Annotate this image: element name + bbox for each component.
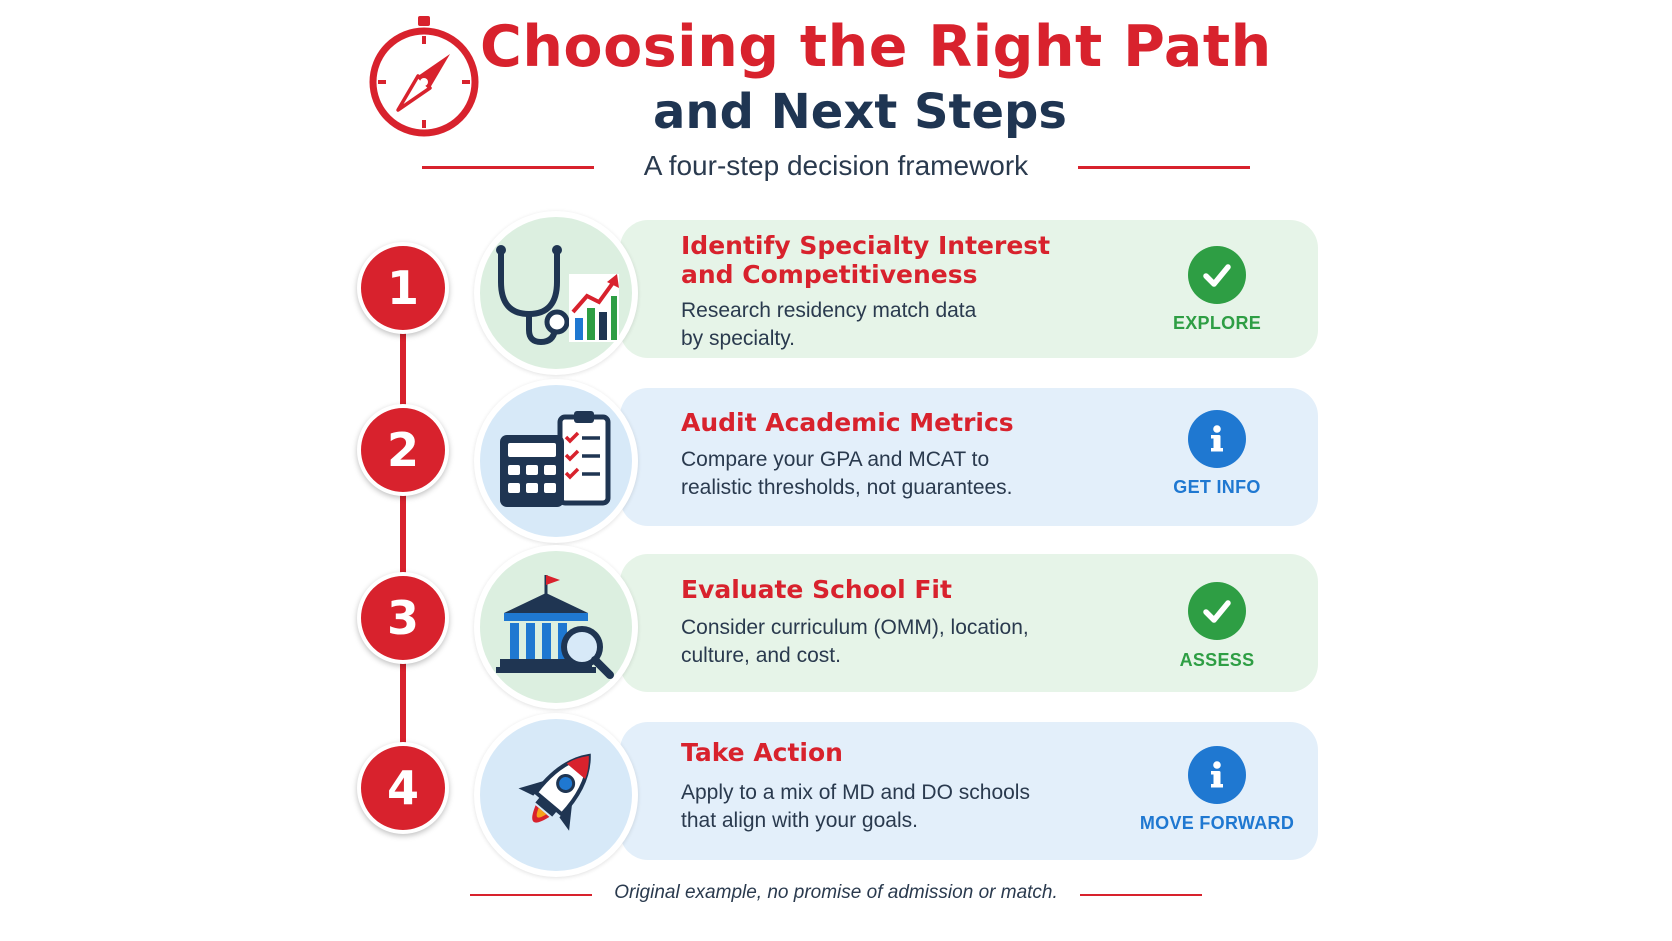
step-4-status-badge: MOVE FORWARD — [1139, 813, 1295, 833]
info-icon — [1188, 410, 1246, 468]
step-4-description-second-line: that align with your goals. — [681, 809, 918, 832]
rocket-icon — [474, 713, 638, 877]
footer-divider-right — [1080, 894, 1202, 896]
subtitle-divider-right — [1078, 166, 1250, 169]
calculator-clipboard-icon — [474, 379, 638, 543]
page-subtitle: A four-step decision framework — [643, 150, 1029, 181]
step-1-number: 1 — [357, 242, 449, 334]
step-1-description: Research residency match data — [681, 299, 977, 322]
subtitle-divider-left — [422, 166, 594, 169]
step-3-description-second-line: culture, and cost. — [681, 644, 841, 667]
step-1-status-badge: EXPLORE — [1172, 313, 1262, 333]
step-4-number: 4 — [357, 742, 449, 834]
check-icon — [1188, 246, 1246, 304]
step-3-description: Consider curriculum (OMM), location, — [681, 616, 1029, 639]
check-icon — [1188, 582, 1246, 640]
step-1-title: Identify Specialty Interest — [681, 231, 1051, 260]
step-3-title: Evaluate School Fit — [681, 575, 952, 604]
footer-divider-left — [470, 894, 592, 896]
step-2-number: 2 — [357, 404, 449, 496]
page-title: Choosing the Right Path — [480, 14, 1272, 80]
step-1-title-second-line: and Competitiveness — [681, 260, 978, 289]
step-2-status-badge: GET INFO — [1173, 477, 1261, 497]
step-2-description: Compare your GPA and MCAT to — [681, 448, 990, 471]
compass-icon — [366, 16, 482, 142]
info-icon — [1188, 746, 1246, 804]
page-title-second-line: and Next Steps — [653, 84, 1067, 140]
school-magnifier-icon — [474, 545, 638, 709]
step-2-description-second-line: realistic thresholds, not guarantees. — [681, 476, 1013, 499]
step-4-title: Take Action — [681, 738, 843, 767]
footer-disclaimer: Original example, no promise of admission or match. — [614, 882, 1058, 903]
step-3-number: 3 — [357, 572, 449, 664]
step-4-description: Apply to a mix of MD and DO schools — [681, 781, 1030, 804]
step-1-description-second-line: by specialty. — [681, 327, 795, 350]
step-2-title: Audit Academic Metrics — [681, 408, 1014, 437]
step-3-status-badge: ASSESS — [1179, 650, 1255, 670]
stethoscope-chart-icon — [474, 211, 638, 375]
timeline-connector — [400, 284, 406, 790]
